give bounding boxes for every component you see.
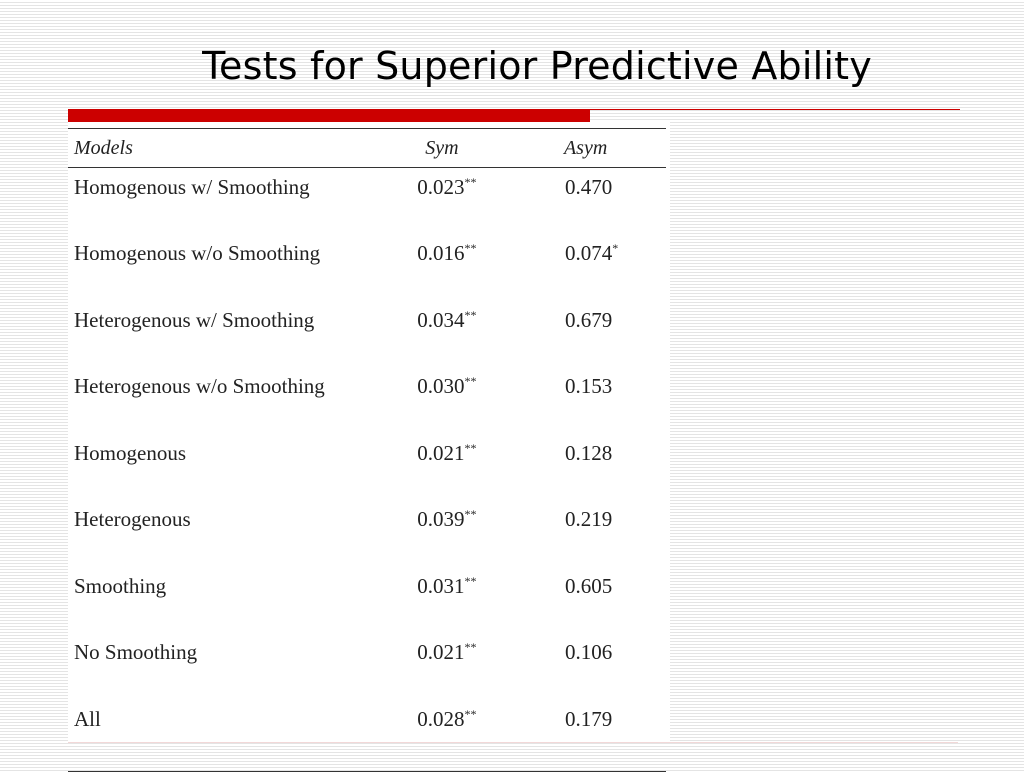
sym-value: 0.031: [417, 573, 465, 598]
asym-value: 0.605: [564, 573, 613, 598]
row-model: Homogenous w/ Smoothing: [74, 175, 310, 199]
results-table: [68, 128, 666, 772]
table-row: [68, 168, 666, 235]
row-model: Heterogenous w/o Smoothing: [74, 374, 325, 398]
row-asym: [538, 168, 666, 235]
table-row: [68, 633, 666, 700]
row-asym: [538, 434, 666, 501]
row-asym: [538, 633, 666, 700]
slide-title: Tests for Superior Predictive Ability: [202, 44, 872, 88]
sym-significance: **: [464, 507, 477, 521]
sym-value: 0.016: [417, 241, 465, 265]
row-sym: [377, 367, 538, 434]
sym-value: 0.034: [417, 307, 465, 332]
table-row: [68, 301, 666, 368]
row-asym: [538, 367, 666, 434]
sym-value: 0.030: [417, 374, 465, 398]
row-sym: [377, 301, 538, 368]
sym-significance: **: [464, 374, 477, 388]
asym-value: 0.179: [564, 706, 613, 731]
row-sym: [377, 168, 538, 235]
row-model: Homogenous: [74, 440, 186, 465]
row-sym: [377, 434, 538, 501]
sym-value: 0.028: [417, 706, 465, 731]
asym-value: 0.470: [564, 175, 613, 199]
sym-significance: **: [464, 307, 477, 322]
sym-value: 0.039: [417, 507, 465, 531]
row-sym: [377, 633, 538, 700]
row-model: All: [68, 700, 377, 772]
sym-significance: **: [464, 573, 477, 588]
asym-value: 0.128: [564, 440, 613, 465]
table-row: [68, 500, 666, 567]
row-sym: [377, 500, 538, 567]
table-panel: [68, 122, 670, 742]
sym-significance: **: [464, 640, 477, 654]
row-asym: [538, 700, 666, 772]
asym-value: 0.153: [564, 374, 613, 398]
header-sym: Sym: [377, 129, 538, 168]
title-accent-rule: [590, 109, 960, 110]
row-asym: [538, 500, 666, 567]
sym-significance: **: [464, 706, 477, 721]
asym-value: 0.074: [564, 241, 613, 265]
row-sym: [377, 567, 538, 634]
row-model: Heterogenous w/ Smoothing: [74, 307, 315, 332]
row-sym: [377, 234, 538, 301]
header-models: Models: [68, 129, 377, 168]
sym-significance: **: [464, 241, 477, 255]
sym-value: 0.021: [417, 640, 465, 664]
asym-significance: *: [612, 241, 619, 255]
asym-value: 0.219: [564, 507, 613, 531]
table-row: [68, 234, 666, 301]
row-asym: [538, 301, 666, 368]
table-row: [68, 434, 666, 501]
row-model: No Smoothing: [74, 640, 198, 664]
row-sym: [377, 700, 538, 772]
row-model: Heterogenous: [74, 507, 191, 531]
row-asym: [538, 234, 666, 301]
sym-value: 0.023: [417, 175, 465, 199]
asym-value: 0.106: [564, 640, 613, 664]
row-asym: [538, 567, 666, 634]
sym-significance: **: [464, 440, 477, 455]
header-asym: Asym: [538, 129, 666, 168]
title-accent-bar: [68, 109, 590, 122]
row-model: Homogenous w/o Smoothing: [74, 241, 321, 265]
table-row: [68, 367, 666, 434]
row-model: Smoothing: [74, 573, 167, 598]
sym-value: 0.021: [417, 440, 465, 465]
table-header-row: [68, 129, 666, 168]
table-row: [68, 700, 666, 772]
sym-significance: **: [464, 175, 477, 189]
table-row: [68, 567, 666, 634]
asym-value: 0.679: [564, 307, 613, 332]
